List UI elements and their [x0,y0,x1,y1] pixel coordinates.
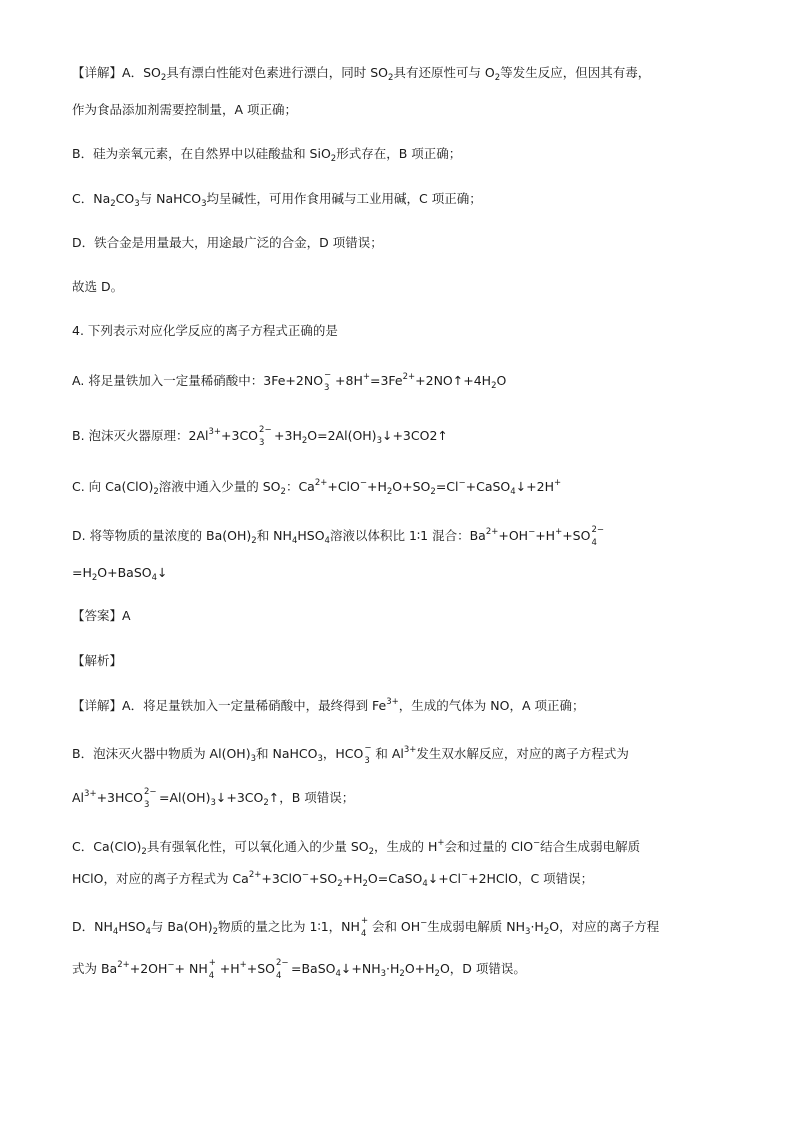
question-title: 4. 下列表示对应化学反应的离子方程式正确的是 [72,323,338,338]
option-c: C. 向 $Ca(ClO)_2$溶液中通入少量的 $SO_2$：$Ca^{2+}+ClO^-+H_2O+SO_2=Cl^-+CaSO_4↓+2H^+$ [72,478,562,497]
paragraph-explanation-d: D．铁合金是用量最大，用途最广泛的合金，D 项错误； [72,235,383,250]
paragraph-explanation-c: C．$Na_2CO_3$与 NaHCO$_3$均呈碱性，可用作食用碱与工业用碱，C 项正确； [72,191,482,209]
paragraph-explanation-a: 【详解】A．$SO_2$具有漂白性能对色素进行漂白，同时 $SO_2$具有还原性可与 $O_2$等发生反应，但因其有毒， [72,65,651,83]
paragraph-explanation-a-cont: 作为食品添加剂需要控制量，A 项正确； [72,102,298,117]
analysis-c: C．$Ca(ClO)_2$具有强氧化性，可以氧化通入的少量 $SO_2$，生成的 H+会和过量的 ClO−结合生成弱电解质 [72,838,641,857]
analysis-b-cont: $Al^{3+}+3HCO$ 2− 3 $=Al(OH)_3↓+3CO_2↑$，B 项错误； [72,787,355,810]
answer-line [72,607,131,625]
answer-label: 【答案】 [72,608,123,623]
detail-label: 【详解】 [72,65,123,80]
analysis-b: B．泡沫灭火器中物质为 $Al(OH)_3$和 NaHCO$_3$，HCO − 3 和 $Al^{3+}$发生双水解反应，对应的离子方程式为 [72,743,629,766]
analysis-a: 【详解】A．将足量铁加入一定量稀硝酸中，最终得到 $Fe^{3+}$，生成的气体为 NO，A 项正确； [72,697,585,713]
analysis-d: D．$NH_4HSO_4$与 $Ba(OH)_2$物质的量之比为 1∶1，NH + 4 会和 OH−生成弱电解质 $NH_3\cdot H_2O$，对应的离子方程 [72,916,660,939]
option-a: A. 将足量铁加入一定量稀硝酸中：3Fe+2NO − 3 $+8H^+=3Fe^{2+}+2NO↑+4H_2O$ [72,370,507,393]
paragraph-conclusion: 故选 D。 [72,279,124,294]
analysis-c-cont: HClO，对应的离子方程式为 $Ca^{2+}+3ClO^-+SO_2+H_2O=CaSO_4↓+Cl^-+2HClO$，C 项错误； [72,870,594,889]
paragraph-explanation-b: B．硅为亲氧元素，在自然界中以硅酸盐和 SiO$_2$形式存在，B 项正确； [72,146,462,164]
option-d-cont: $=H_2O+BaSO_4↓$ [72,565,168,583]
analysis-d-cont: 式为 $Ba^{2+}+2OH^-+$ NH + 4 +H++SO 2− 4 $=BaSO_4↓+NH_3\cdot H_2O+H_2O$，D 项错误。 [72,958,526,981]
analysis-heading: 【解析】 [72,653,123,668]
option-b: B. 泡沫灭火器原理：$2Al^{3+}+3CO$ 2− 3 $+3H_2O=2Al(OH)_3↓+3CO2↑$ [72,425,448,448]
option-d: D. 将等物质的量浓度的 $Ba(OH)_2$和 $NH_4HSO_4$溶液以体积比 1∶1 混合：$Ba^{2+}+OH^-+H^++SO$ 2− 4 [72,525,604,548]
answer-value: A [122,608,131,623]
